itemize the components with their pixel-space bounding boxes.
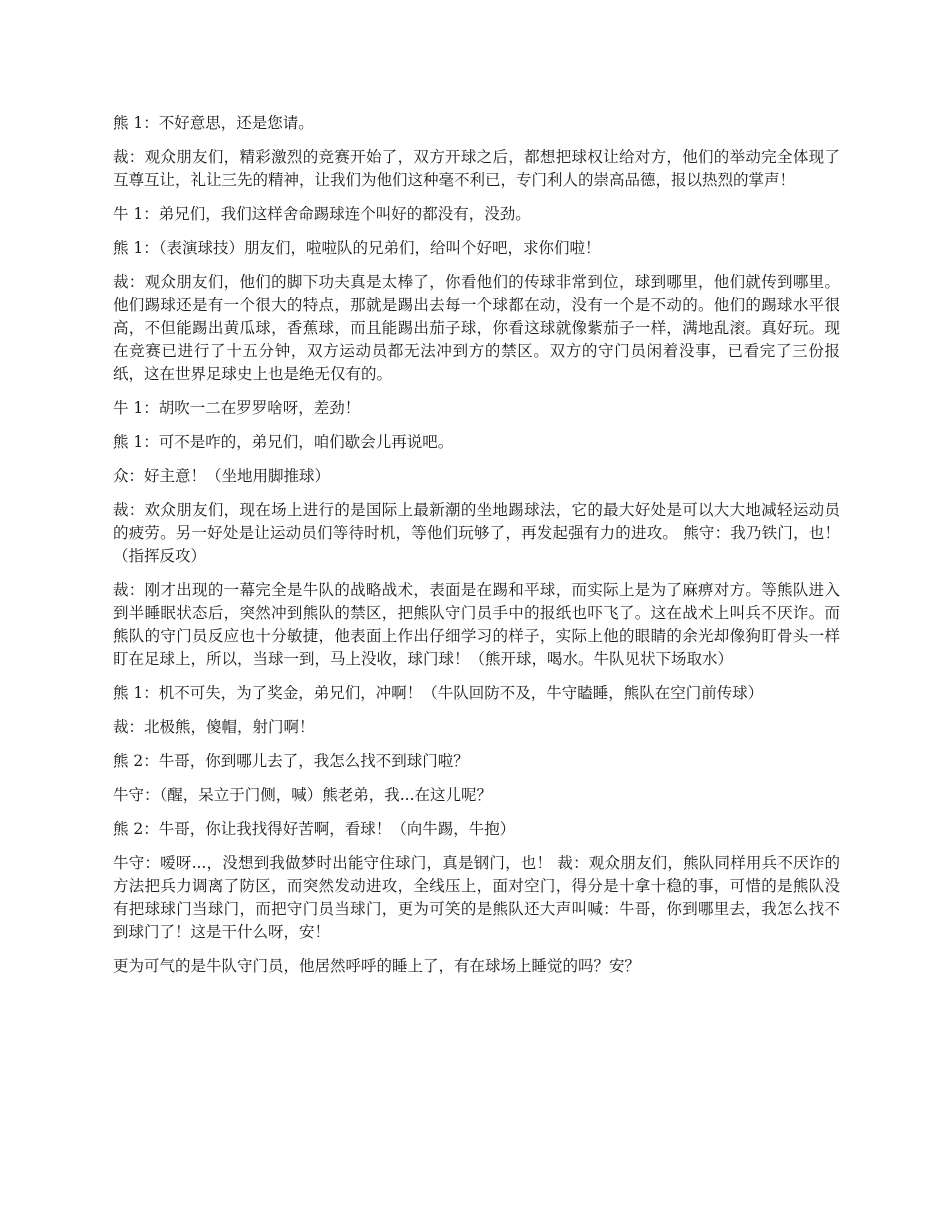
dialogue-line-2: 裁：观众朋友们，精彩激烈的竞赛开始了，双方开球之后，都想把球权让给对方，他们的举动完全体现了互尊互让，礼让三先的精神，让我们为他们这种毫不利已，专门利人的崇高品德，报以热烈的掌声！ [113,148,840,189]
dialogue-line-15: 熊 2：牛哥，你让我找得好苦啊，看球！（向牛踢，牛抱） [113,820,516,838]
dialogue-line-3: 牛 1：弟兄们，我们这样舍命踢球连个叫好的都没有，没劲。 [113,205,531,223]
dialogue-line-5: 裁：观众朋友们，他们的脚下功夫真是太棒了，你看他们的传球非常到位，球到哪里，他们就传到哪里。他们踢球还是有一个很大的特点，那就是踢出去每一个球都在动，没有一个是不动的。他们的踢球水平很高，不但能踢出黄瓜球，香蕉球，而且能踢出茄子球，你看这球就像紫茄子一样，满地乱滚。真好玩。现在竞赛已进行了十五分钟，双方运动员都无法冲到方的禁区。双方的守门员闲着没事，已看完了三份报纸，这在世界足球史上也是绝无仅有的。 [113,273,840,383]
dialogue-line-8: 众：好主意！（坐地用脚推球） [113,467,331,485]
dialogue-line-16: 牛守：嗳呀...，没想到我做梦时出能守住球门，真是钢门，也！ 裁：观众朋友们，熊队同样用兵不厌诈的方法把兵力调离了防区，而突然发动进攻，全线压上，面对空门，得分是十拿十稳的事，可惜的是熊队没有把球球门当球门，而把守门员当球门，更为可笑的是熊队还大声叫喊：牛哥，你到哪里去，我怎么找不到球门了！这是干什么呀，安！ [113,854,840,941]
dialogue-line-11: 熊 1：机不可失，为了奖金，弟兄们，冲啊！（牛队回防不及，牛守瞌睡，熊队在空门前传球） [113,684,764,702]
dialogue-line-1: 熊 1：不好意思，还是您请。 [113,114,314,132]
dialogue-line-6: 牛 1：胡吹一二在罗罗啥呀，差劲！ [113,399,361,417]
dialogue-line-12: 裁：北极熊，傻帽，射门啊！ [113,718,315,736]
dialogue-line-13: 熊 2：牛哥，你到哪儿去了，我怎么找不到球门啦？ [113,752,469,770]
dialogue-line-14: 牛守：（醒，呆立于门侧，喊）熊老弟，我...在这儿呢？ [113,786,493,804]
dialogue-line-10: 裁：刚才出现的一幕完全是牛队的战略战术，表面是在踢和平球，而实际上是为了麻痹对方。等熊队进入到半睡眠状态后，突然冲到熊队的禁区，把熊队守门员手中的报纸也吓飞了。这在战术上叫兵不厌诈。而熊队的守门员反应也十分敏捷，他表面上作出仔细学习的样子，实际上他的眼睛的余光却像狗盯骨头一样盯在足球上，所以，当球一到，马上没收，球门球！（熊开球，喝水。牛队见状下场取水） [113,581,840,668]
dialogue-line-4: 熊 1：（表演球技）朋友们，啦啦队的兄弟们，给叫个好吧，求你们啦！ [113,239,601,257]
dialogue-line-7: 熊 1：可不是咋的，弟兄们，咱们歇会儿再说吧。 [113,433,454,451]
dialogue-line-17: 更为可气的是牛队守门员，他居然呼呼的睡上了，有在球场上睡觉的吗？安？ [113,957,641,975]
dialogue-line-9: 裁：欢众朋友们，现在场上进行的是国际上最新潮的坐地踢球法，它的最大好处是可以大大地减轻运动员的疲劳。另一好处是让运动员们等待时机，等他们玩够了，再发起强有力的进攻。 熊守：我乃铁门，也！（指挥反攻） [113,501,840,565]
document-page [113,112,840,989]
